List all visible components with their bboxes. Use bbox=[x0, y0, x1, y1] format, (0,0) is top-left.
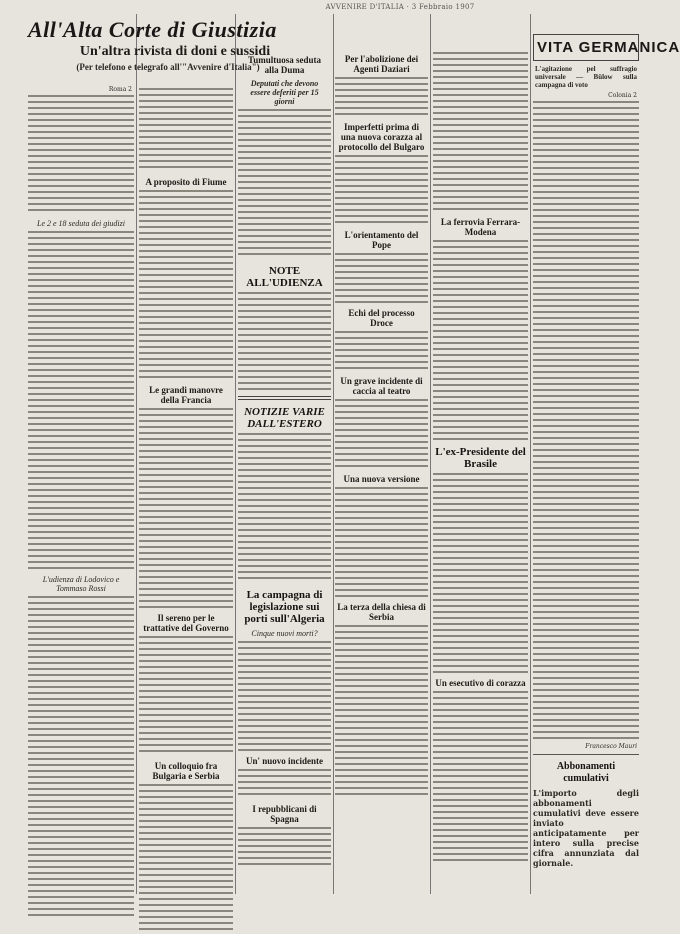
column-rule bbox=[136, 14, 137, 894]
article-text bbox=[238, 641, 331, 751]
column-rule bbox=[333, 14, 334, 894]
article-text bbox=[28, 231, 134, 571]
article-heading: I repubblicani di Spagna bbox=[252, 804, 317, 824]
article-heading: Un' nuovo incidente bbox=[245, 756, 323, 766]
article-text bbox=[533, 101, 639, 741]
article-text bbox=[335, 487, 428, 597]
article-text bbox=[335, 253, 428, 303]
divider bbox=[238, 396, 331, 400]
article-heading: NOTE ALL'UDIENZA bbox=[246, 265, 323, 289]
article-heading: Imperfetti prima di una nuova corazza al protocollo del Bulgaro bbox=[338, 122, 425, 152]
section-title: VITA GERMANICA bbox=[537, 39, 680, 56]
main-subhead: Un'altra rivista di doni e sussidi bbox=[79, 44, 271, 59]
article-text bbox=[238, 433, 331, 583]
byline: Roma 2 bbox=[108, 86, 132, 93]
article-heading: La ferrovia Ferrara-Modena bbox=[440, 217, 521, 237]
article-text bbox=[335, 331, 428, 371]
article-text bbox=[335, 625, 428, 795]
article-heading: A proposito di Fiume bbox=[145, 177, 227, 187]
column-1 bbox=[28, 86, 134, 894]
article-heading: La campagna di legislazione sui porti sull'Algeria bbox=[244, 589, 325, 625]
article-subheading: Deputati che devono essere deferiti per 15 giorni bbox=[250, 79, 319, 106]
footer-text: L'importo degli abbonamenti cumulativi deve essere inviato anticipatamente per intero sulla precise cifra annunziata dal giornale. bbox=[533, 788, 639, 868]
article-heading: La terza della chiesa di Serbia bbox=[337, 602, 426, 622]
column-4 bbox=[335, 14, 428, 894]
article-heading: Un grave incidente di caccia al teatro bbox=[340, 376, 423, 396]
article-subheading: Cinque nuovi morti? bbox=[251, 629, 318, 638]
article-heading: Echi del processo Droce bbox=[348, 308, 415, 328]
main-dateline: (Per telefono e telegrafo all'"Avvenire d'Italia") bbox=[76, 62, 260, 72]
article-text bbox=[139, 88, 233, 172]
column-rule bbox=[530, 14, 531, 894]
title-box bbox=[533, 34, 680, 61]
article-text bbox=[139, 784, 233, 934]
article-text bbox=[28, 596, 134, 916]
article-text bbox=[28, 95, 134, 215]
article-text bbox=[139, 190, 233, 380]
article-heading: Tumultuosa seduta alla Duma bbox=[248, 55, 321, 75]
footer-heading: Abbonamenti cumulativi bbox=[556, 761, 616, 784]
article-text bbox=[433, 240, 528, 440]
article-text bbox=[139, 636, 233, 756]
byline: Colonia 2 bbox=[608, 92, 637, 99]
article-heading: Un esecutivo di corazza bbox=[435, 678, 526, 688]
column-rule bbox=[430, 14, 431, 894]
article-text bbox=[335, 155, 428, 225]
article-text bbox=[433, 473, 528, 673]
article-heading: Per l'abolizione dei Agenti Daziari bbox=[344, 54, 419, 74]
article-heading: Un colloquio fra Bulgaria e Serbia bbox=[152, 761, 220, 781]
section-heading: Le 2 e 18 seduta dei giudizi bbox=[37, 219, 125, 228]
article-heading: L'orientamento del Pope bbox=[344, 230, 419, 250]
article-text bbox=[238, 109, 331, 259]
column-2 bbox=[139, 86, 233, 894]
column-5 bbox=[433, 14, 528, 894]
article-heading: Una nuova versione bbox=[343, 474, 420, 484]
article-text bbox=[238, 292, 331, 392]
main-headline: All'Alta Corte di Giustizia bbox=[28, 17, 277, 42]
article-text bbox=[139, 408, 233, 608]
column-rule bbox=[235, 14, 236, 894]
article-heading: L'ex-Presidente del Brasile bbox=[435, 446, 526, 470]
section-heading: L'udienza di Lodovico e Tommaso Rossi bbox=[42, 575, 120, 593]
section-intro: L'agitazione pel suffragio universale — Bülow sulla campagna di voto bbox=[535, 65, 637, 89]
divider bbox=[533, 754, 639, 755]
article-text bbox=[433, 691, 528, 861]
article-text bbox=[238, 827, 331, 867]
article-heading: Le grandi manovre della Francia bbox=[149, 385, 223, 405]
article-heading: NOTIZIE VARIE DALL'ESTERO bbox=[244, 406, 325, 430]
article-text bbox=[238, 769, 331, 799]
article-text bbox=[335, 399, 428, 469]
article-text bbox=[335, 77, 428, 117]
column-3 bbox=[238, 14, 331, 894]
column-6 bbox=[533, 14, 680, 894]
article-text bbox=[433, 52, 528, 212]
article-heading: Il sereno per le trattative del Governo bbox=[143, 613, 229, 633]
signature: Francesco Mauri bbox=[585, 743, 637, 750]
masthead: AVVENIRE D'ITALIA · 3 Febbraio 1907 bbox=[325, 3, 475, 11]
